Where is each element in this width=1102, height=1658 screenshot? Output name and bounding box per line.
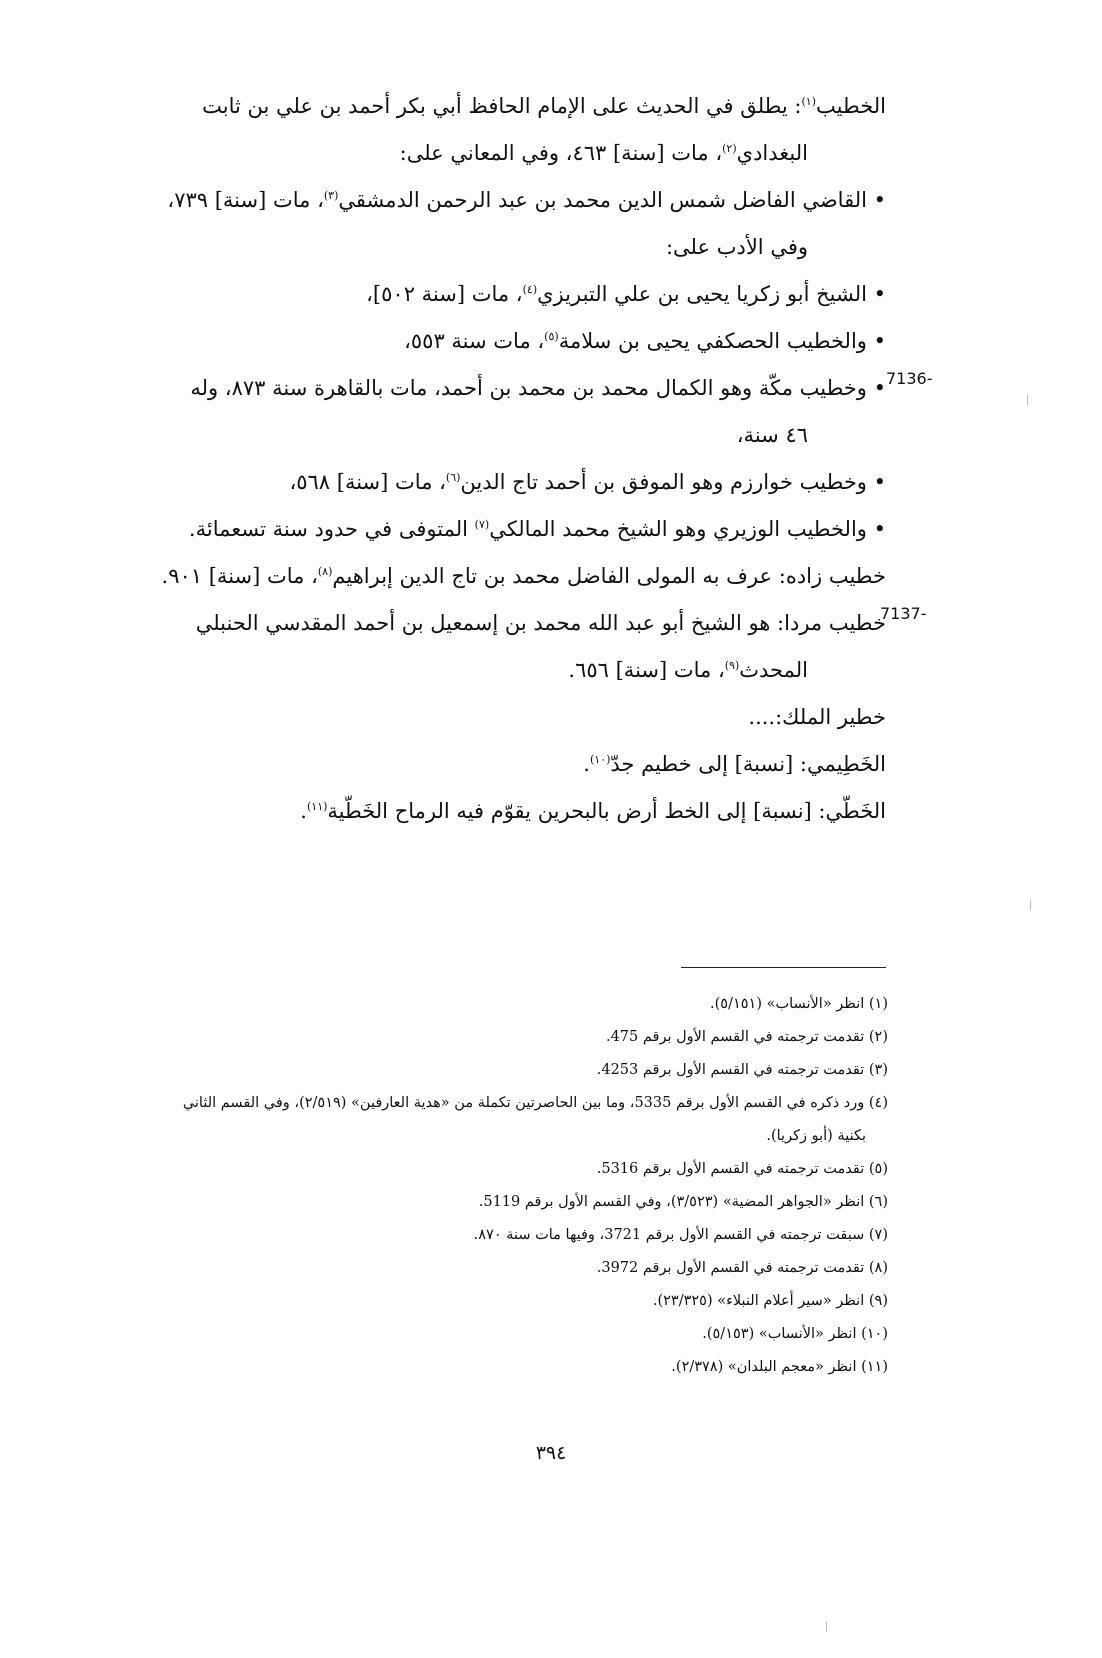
page-number: ٣٩٤: [535, 1442, 567, 1464]
footnote-ref[interactable]: (٨): [317, 565, 333, 578]
entry-line: خطيب زاده: عرف به المولى الفاضل محمد بن تاج الدين إبراهيم$^{(٨)}$، مات [سنة] ٩٠١.: [161, 564, 886, 588]
footnote: (٦) انظر «الجواهر المضية» (٣/٥٢٣)، وفي القسم الأول برقم 5119.: [478, 1194, 888, 1210]
footnote-ref[interactable]: (٤): [522, 283, 538, 296]
footnote: (٧) سبقت ترجمته في القسم الأول برقم 3721، وفيها مات سنة ٨٧٠.: [473, 1227, 888, 1243]
footnote: (١) انظر «الأنساب» (٥/١٥١).: [710, 996, 888, 1012]
footnote-ref[interactable]: (٣): [323, 189, 339, 202]
list-item: • والخطيب الوزيري وهو الشيخ محمد المالكي$^{(٧)}$ المتوفى في حدود سنة تسعمائة.: [188, 517, 886, 541]
footnote: (٣) تقدمت ترجمته في القسم الأول برقم 4253.: [596, 1062, 888, 1078]
footnote-ref[interactable]: (٩): [724, 659, 740, 672]
footnote-ref[interactable]: (٢): [722, 142, 737, 155]
entry-line: المحدث$^{(٩)}$، مات [سنة] ٦٥٦.: [568, 658, 808, 682]
list-item: • وخطيب خوارزم وهو الموفق بن أحمد تاج الدين$^{(٦)}$، مات [سنة] ٥٦٨،: [289, 470, 886, 494]
footnote-divider: [681, 967, 886, 968]
footnote-ref[interactable]: (٦): [445, 471, 461, 484]
entry-line: خطير الملك:....: [748, 705, 886, 729]
scan-mark: [1027, 395, 1028, 405]
entry-line: البغدادي$^{(٢)}$، مات [سنة] ٤٦٣، وفي المعاني على:: [399, 141, 808, 165]
footnote: (٩) انظر «سير أعلام النبلاء» (٢٣/٣٢٥).: [652, 1293, 888, 1309]
footnote: (١١) انظر «معجم البلدان» (٢/٣٧٨).: [671, 1359, 888, 1375]
entry-line: وفي الأدب على:: [665, 235, 808, 259]
list-item: • وخطيب مكّة وهو الكمال محمد بن محمد بن أحمد، مات بالقاهرة سنة ٨٧٣، وله: [190, 376, 886, 400]
entry-number: 7137-: [880, 604, 927, 623]
scan-mark: [1030, 900, 1031, 910]
footnote: بكنية (أبو زكريا).: [766, 1128, 866, 1144]
list-item: • القاضي الفاضل شمس الدين محمد بن عبد الرحمن الدمشقي$^{(٣)}$، مات [سنة] ٧٣٩،: [167, 188, 886, 212]
footnote-ref[interactable]: (٧): [474, 518, 490, 531]
entry-line: ٤٦ سنة،: [736, 423, 808, 447]
main-text: [100, 83, 886, 823]
footnote: (٥) تقدمت ترجمته في القسم الأول برقم 5316.: [596, 1161, 888, 1177]
entry-line: الخَطِيمي: [نسبة] إلى خطيم جدّ$^{(١٠)}$.: [583, 752, 886, 776]
footnote-ref[interactable]: (٥): [544, 330, 559, 343]
entry-line: الخَطّي: [نسبة] إلى الخط أرض بالبحرين يقوّم فيه الرماح الخَطّية$^{(١١)}$.: [300, 799, 886, 823]
list-item: • والخطيب الحصكفي يحيى بن سلامة$^{(٥)}$، مات سنة ٥٥٣،: [404, 329, 886, 353]
entry-line: خطيب مردا: هو الشيخ أبو عبد الله محمد بن إسمعيل بن أحمد المقدسي الحنبلي: [195, 611, 886, 635]
list-item: • الشيخ أبو زكريا يحيى بن علي التبريزي$^{(٤)}$، مات [سنة ٥٠٢]،: [366, 282, 886, 306]
footnote-ref[interactable]: (١١): [306, 800, 328, 813]
footnotes: [105, 988, 888, 1408]
footnote: (٢) تقدمت ترجمته في القسم الأول برقم 475.: [605, 1029, 888, 1045]
entry-number: 7136-: [886, 369, 933, 388]
entry-line: الخطيب$^{(١)}$: يطلق في الحديث على الإمام الحافظ أبي بكر أحمد بن علي بن ثابت: [202, 94, 886, 118]
footnote: (٨) تقدمت ترجمته في القسم الأول برقم 3972.: [596, 1260, 888, 1276]
footnote-ref[interactable]: (١٠): [589, 753, 611, 766]
footnote-ref[interactable]: (١): [801, 95, 817, 108]
scan-mark: [826, 1622, 827, 1632]
footnote: (٤) ورد ذكره في القسم الأول برقم 5335، وما بين الحاصرتين تكملة من «هدية العارفين» (٢/٥١٩)، وفي القسم الثاني: [182, 1095, 888, 1111]
footnote: (١٠) انظر «الأنساب» (٥/١٥٣).: [702, 1326, 888, 1342]
